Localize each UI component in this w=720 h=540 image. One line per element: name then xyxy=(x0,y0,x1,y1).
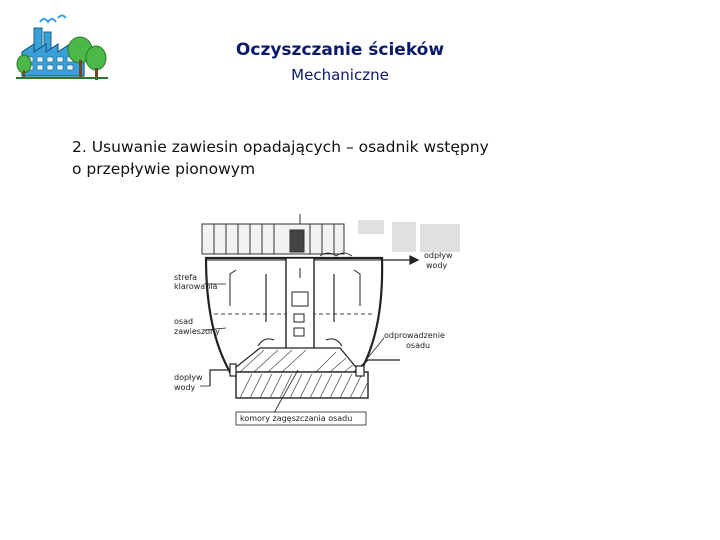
label-odprowadzenie-osadu: osadu xyxy=(406,341,431,350)
settling-tank-diagram xyxy=(170,210,470,430)
factory-with-trees-icon xyxy=(14,14,110,86)
body-text-line-2: o przepływie pionowym xyxy=(72,160,256,178)
label-odplyw: odpływ xyxy=(424,251,453,260)
label-komory: komory zagęszczania osadu xyxy=(240,414,353,423)
label-odprowadzenie: odprowadzenie xyxy=(384,331,445,340)
body-text-line-1: 2. Usuwanie zawiesin opadających – osadnik wstępny xyxy=(72,138,489,156)
page-title: Oczyszczanie ścieków xyxy=(235,40,445,60)
page-subtitle: Mechaniczne xyxy=(291,66,389,84)
label-doplyw: dopływ xyxy=(174,373,203,382)
label-klarowania: klarowania xyxy=(174,282,218,291)
label-odplyw-wody: wody xyxy=(426,261,448,270)
label-zawieszony: zawieszony xyxy=(174,327,220,336)
label-strefa: strefa xyxy=(174,273,198,282)
tank-top-grating xyxy=(202,214,344,254)
label-doplyw-wody: wody xyxy=(174,383,196,392)
tank-foundation xyxy=(236,372,368,398)
label-osad: osad xyxy=(174,317,194,326)
